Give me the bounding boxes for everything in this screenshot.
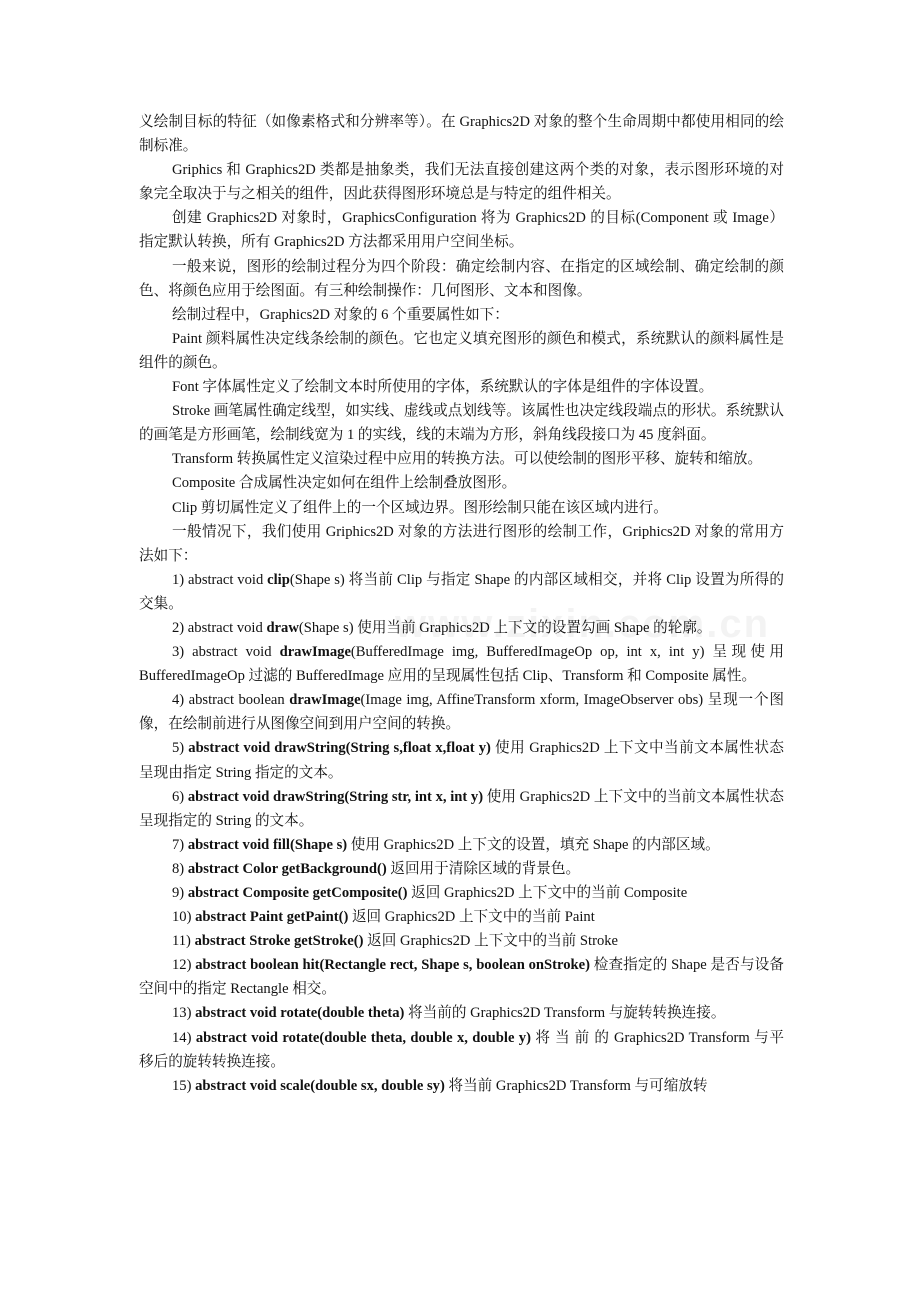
method-signature: abstract void rotate(double theta) (195, 1005, 405, 1022)
method-prefix: 11) (172, 933, 195, 950)
method-prefix: 10) (172, 909, 196, 926)
method-item (139, 568, 784, 616)
method-item (139, 1026, 784, 1074)
method-prefix: 1) abstract void (172, 571, 268, 588)
method-description: 返回用于清除区域的背景色。 (386, 860, 581, 877)
method-description: 检查指定的 Shape 是否与设备空间中的指定 Rectangle 相交。 (139, 957, 784, 998)
method-prefix: 3) abstract void (172, 644, 280, 661)
paragraph: Clip 剪切属性定义了组件上的一个区域边界。图形绘制只能在该区域内进行。 (172, 499, 668, 516)
method-item (139, 833, 784, 857)
method-signature: abstract void scale(double sx, double sy) (195, 1077, 445, 1094)
method-description: (Shape s) 使用当前 Graphics2D 上下文的设置勾画 Shape 的轮廓。 (298, 619, 712, 636)
method-signature: abstract void rotate(double theta, double x, double y) (195, 1029, 531, 1046)
method-signature: abstract Stroke getStroke() (194, 933, 364, 950)
method-prefix: 5) (172, 740, 189, 757)
method-signature: abstract void fill(Shape s) (187, 836, 348, 853)
method-description: 返回 Graphics2D 上下文中的当前 Composite (407, 885, 688, 901)
method-item (139, 640, 784, 688)
method-prefix: 12) (172, 957, 196, 974)
paragraph: 义绘制目标的特征（如像素格式和分辨率等）。在 Graphics2D 对象的整个生命周期中都使用相同的绘制标准。 (139, 114, 784, 155)
method-prefix: 2) abstract void (172, 619, 267, 636)
method-signature: abstract void drawString(String s,float x,float y) (188, 740, 491, 757)
method-description: 使用 Graphics2D 上下文的设置，填充 Shape 的内部区域。 (347, 836, 720, 853)
method-description: 使用 Graphics2D 上下文中的当前文本属性状态呈现指定的 String 的文本。 (139, 788, 784, 829)
method-signature: abstract Composite getComposite() (187, 885, 408, 901)
method-description: 将当前 Graphics2D Transform 与可缩放转 (444, 1077, 708, 1094)
method-description: 返回 Graphics2D 上下文中的当前 Paint (348, 909, 595, 926)
method-signature: abstract Paint getPaint() (195, 909, 349, 926)
method-item (139, 857, 784, 881)
method-prefix: 8) (172, 860, 188, 877)
method-prefix: 7) (172, 836, 188, 853)
method-description: 将当前的 Graphics2D Transform 与旋转转换连接。 (404, 1005, 726, 1022)
method-prefix: 14) (172, 1029, 196, 1046)
method-signature: abstract void drawString(String str, int x, int y) (187, 788, 484, 805)
paragraph: 绘制过程中，Graphics2D 对象的 6 个重要属性如下： (172, 306, 509, 323)
method-description: (Image img, AffineTransform xform, ImageObserver obs) 呈现一个图像，在绘制前进行从图像空间到用户空间的转换。 (139, 692, 784, 733)
method-description: 使用 Graphics2D 上下文中当前文本属性状态呈现由指定 String 指定的文本。 (139, 740, 784, 781)
method-description: 返回 Graphics2D 上下文中的当前 Stroke (363, 933, 619, 950)
paragraph: Composite 合成属性决定如何在组件上绘制叠放图形。 (172, 475, 517, 492)
method-description: (BufferedImage img, BufferedImageOp op, int x, int y) 呈现使用 BufferedImageOp 过滤的 BufferedImage 应用的呈现属性包括 Clip、Transform 和 Composite 属性。 (139, 644, 784, 685)
method-signature: abstract Color getBackground() (187, 860, 387, 877)
method-item (139, 929, 784, 953)
method-signature: abstract boolean hit(Rectangle rect, Shape s, boolean onStroke) (195, 957, 590, 974)
method-description: 将 当 前 的 Graphics2D Transform 与平移后的旋转转换连接。 (139, 1029, 784, 1070)
paragraph: 创建 Graphics2D 对象时，GraphicsConfiguration 将为 Graphics2D 的目标(Component 或 Image）指定默认转换，所有 Graphics2D 方法都采用用户空间坐标。 (139, 210, 784, 251)
method-signature: clip (267, 571, 290, 588)
method-item (139, 1001, 784, 1025)
method-item (139, 785, 784, 833)
method-signature: drawImage (289, 692, 361, 709)
paragraph: Griphics 和 Graphics2D 类都是抽象类，我们无法直接创建这两个类的对象，表示图形环境的对象完全取决于与之相关的组件，因此获得图形环境总是与特定的组件相关。 (139, 162, 784, 203)
method-item (139, 616, 784, 640)
paragraph: Stroke 画笔属性确定线型，如实线、虚线或点划线等。该属性也决定线段端点的形状。系统默认的画笔是方形画笔，绘制线宽为 1 的实线，线的末端为方形，斜角线段接口为 45 度斜面。 (139, 403, 784, 444)
paragraph: Font 字体属性定义了绘制文本时所使用的字体，系统默认的字体是组件的字体设置。 (172, 379, 714, 396)
method-item (139, 736, 784, 784)
paragraph: 一般来说，图形的绘制过程分为四个阶段：确定绘制内容、在指定的区域绘制、确定绘制的颜色、将颜色应用于绘图面。有三种绘制操作：几何图形、文本和图像。 (139, 258, 784, 299)
method-item (139, 953, 784, 1001)
paragraph: Paint 颜料属性决定线条绘制的颜色。它也定义填充图形的颜色和模式，系统默认的颜料属性是组件的颜色。 (139, 330, 784, 371)
paragraph: Transform 转换属性定义渲染过程中应用的转换方法。可以使绘制的图形平移、旋转和缩放。 (172, 451, 763, 468)
method-signature: draw (266, 619, 299, 636)
method-item (139, 1074, 784, 1098)
method-item (139, 905, 784, 929)
method-prefix: 6) (172, 788, 188, 805)
method-description: (Shape s) 将当前 Clip 与指定 Shape 的内部区域相交，并将 Clip 设置为所得的交集。 (139, 571, 784, 612)
method-prefix: 15) (172, 1077, 196, 1094)
method-item (139, 881, 784, 905)
method-prefix: 9) (172, 885, 188, 901)
method-item (139, 688, 784, 736)
document-page (139, 110, 784, 1098)
method-signature: drawImage (279, 644, 351, 661)
method-prefix: 4) abstract boolean (172, 692, 290, 709)
paragraph: 一般情况下，我们使用 Griphics2D 对象的方法进行图形的绘制工作，Griphics2D 对象的常用方法如下： (139, 523, 784, 564)
method-prefix: 13) (172, 1005, 196, 1022)
